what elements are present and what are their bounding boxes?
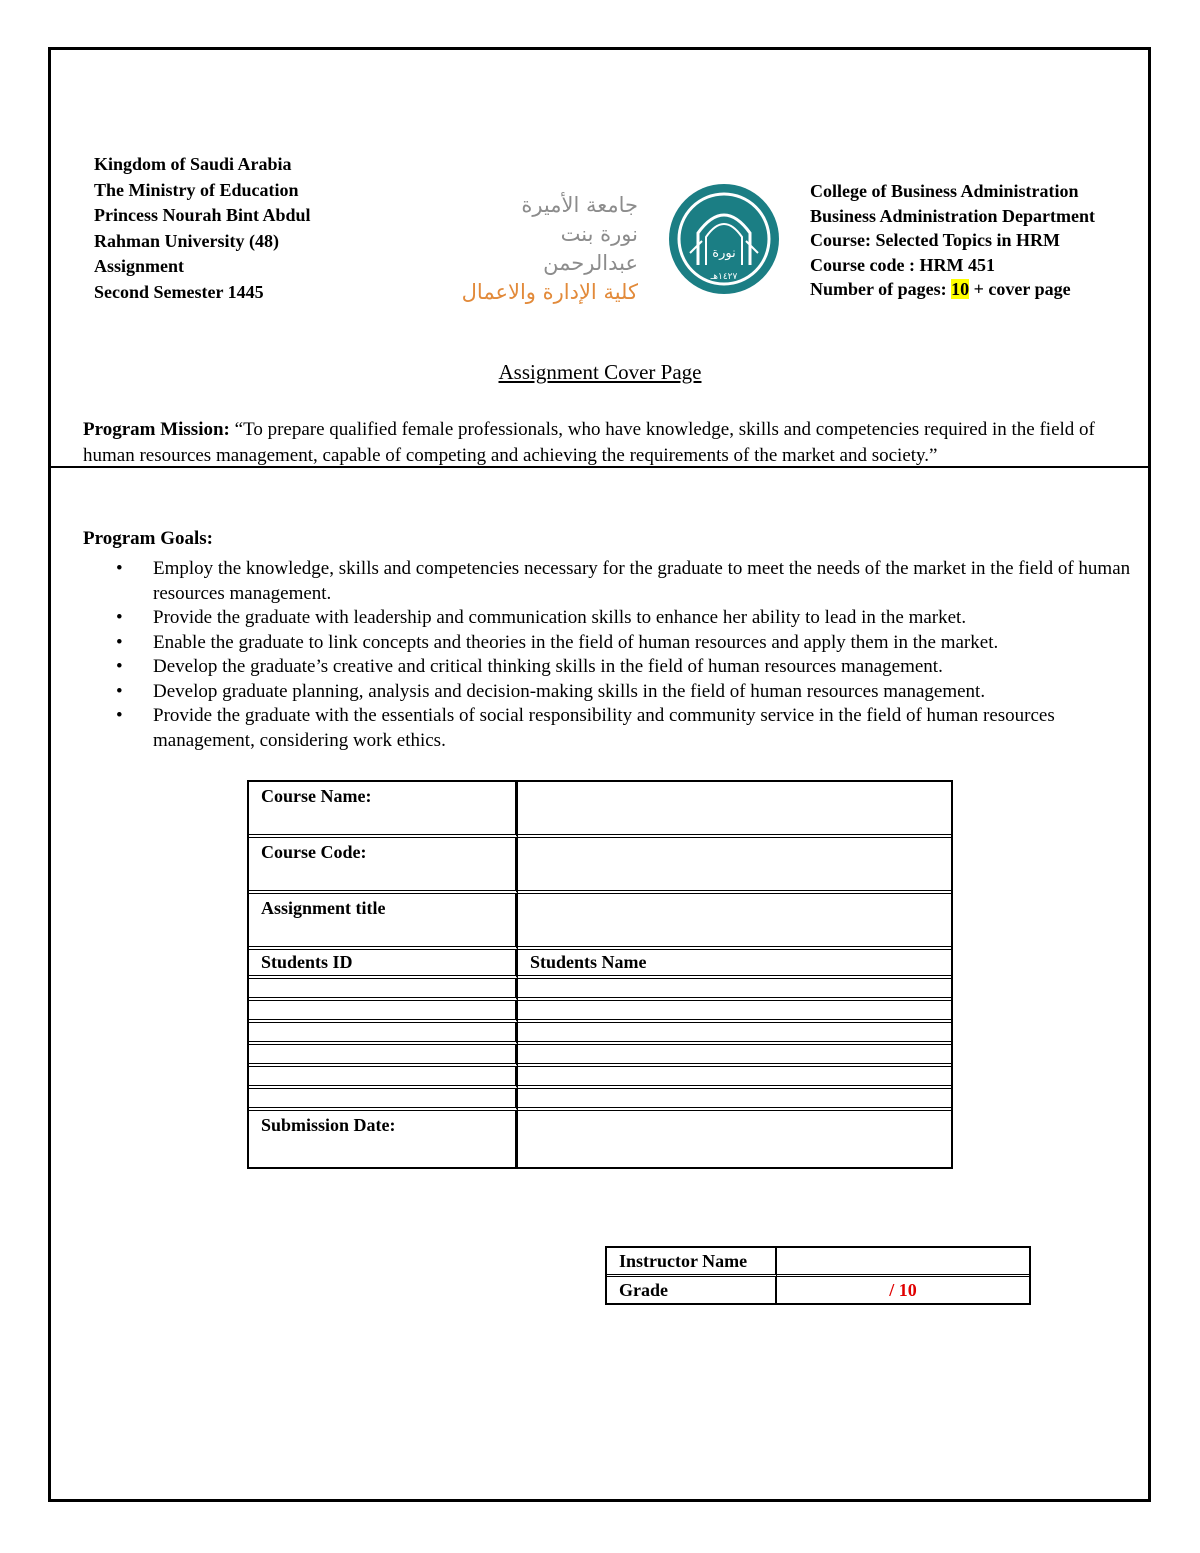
grade-label: Grade bbox=[607, 1277, 777, 1303]
goal-text: Provide the graduate with the essentials of social responsibility and community service in the field of human resources management, considering work ethics. bbox=[153, 705, 1055, 751]
department: Business Administration Department bbox=[810, 205, 1096, 226]
table-row bbox=[249, 1023, 951, 1045]
student-id-field[interactable] bbox=[249, 1001, 518, 1023]
course-name-field[interactable] bbox=[518, 782, 951, 838]
semester: Second Semester 1445 bbox=[94, 281, 264, 302]
country: Kingdom of Saudi Arabia bbox=[94, 154, 292, 174]
list-item bbox=[83, 631, 1133, 656]
goal-text: Employ the knowledge, skills and competencies necessary for the graduate to meet the needs of the market in the field of human resources management. bbox=[153, 558, 1131, 604]
table-row bbox=[249, 1089, 951, 1111]
list-item bbox=[83, 606, 1133, 631]
table-row bbox=[249, 1111, 951, 1167]
goals-list bbox=[83, 557, 1133, 753]
list-item bbox=[83, 704, 1133, 753]
list-item bbox=[83, 557, 1133, 606]
bullet-icon: • bbox=[116, 558, 123, 579]
logo-arabic-line1: جامعة الأميرة bbox=[521, 193, 638, 217]
goal-text: Develop graduate planning, analysis and decision-making skills in the field of human resources management. bbox=[153, 680, 986, 702]
student-name-field[interactable] bbox=[518, 1045, 951, 1067]
students-id-header: Students ID bbox=[249, 950, 518, 979]
grade-value[interactable]: / 10 bbox=[889, 1279, 917, 1300]
goal-text: Develop the graduate’s creative and critical thinking skills in the field of human resources management. bbox=[153, 656, 943, 677]
table-row bbox=[249, 979, 951, 1001]
university-line1: Princess Nourah Bint Abdul bbox=[94, 205, 311, 225]
bullet-icon: • bbox=[116, 705, 123, 726]
instructor-name-field[interactable] bbox=[777, 1248, 1029, 1277]
course: Course: Selected Topics in HRM bbox=[810, 230, 1060, 250]
course-code-field[interactable] bbox=[518, 838, 951, 894]
logo-arabic-line2: نورة بنت عبدالرحمن bbox=[543, 222, 638, 275]
table-row bbox=[607, 1248, 1029, 1277]
bullet-icon: • bbox=[116, 631, 123, 653]
university-line2: Rahman University (48) bbox=[94, 230, 279, 251]
page-count-suffix: + cover page bbox=[969, 279, 1071, 299]
logo-arabic-text bbox=[460, 191, 638, 307]
bullet-icon: • bbox=[116, 680, 123, 702]
logo-arabic-line3: كلية الإدارة والاعمال bbox=[461, 280, 638, 304]
student-name-field[interactable] bbox=[518, 979, 951, 1001]
course-code: Course code : HRM 451 bbox=[810, 254, 995, 275]
college: College of Business Administration bbox=[810, 181, 1079, 201]
university-logo bbox=[460, 183, 780, 304]
ministry: The Ministry of Education bbox=[94, 179, 299, 200]
assignment-title-label: Assignment title bbox=[249, 894, 518, 950]
page-title: Assignment Cover Page bbox=[498, 360, 702, 384]
goal-text: Enable the graduate to link concepts and theories in the field of human resources and apply them in the market. bbox=[153, 631, 999, 653]
university-seal-icon bbox=[668, 183, 780, 295]
grading-table bbox=[605, 1246, 1031, 1305]
instructor-name-label: Instructor Name bbox=[607, 1248, 777, 1277]
bullet-icon: • bbox=[116, 656, 123, 677]
page-count-label: Number of pages: bbox=[810, 279, 952, 299]
table-row bbox=[249, 838, 951, 894]
document-type: Assignment bbox=[94, 256, 185, 276]
seal-year: ١٤٢٧هـ bbox=[710, 272, 738, 282]
submission-date-field[interactable] bbox=[518, 1111, 951, 1167]
institution-header bbox=[94, 152, 394, 305]
table-row bbox=[249, 1067, 951, 1089]
program-mission bbox=[83, 417, 1123, 469]
course-name-label: Course Name: bbox=[249, 782, 518, 838]
assignment-info-table bbox=[247, 780, 953, 1169]
student-id-field[interactable] bbox=[249, 1045, 518, 1067]
student-id-field[interactable] bbox=[249, 979, 518, 1001]
course-header bbox=[810, 179, 1150, 302]
student-name-field[interactable] bbox=[518, 1089, 951, 1111]
page-count-value: 10 bbox=[951, 279, 970, 299]
goal-text: Provide the graduate with leadership and communication skills to enhance her ability to lead in the market. bbox=[153, 607, 967, 628]
student-id-field[interactable] bbox=[249, 1023, 518, 1045]
student-name-field[interactable] bbox=[518, 1001, 951, 1023]
mission-text: “To prepare qualified female professionals, who have knowledge, skills and competencies required in the field of human resources management, capable of competing and achieving the requirements of the market and society.” bbox=[83, 419, 1095, 466]
table-row bbox=[249, 950, 951, 979]
goals-heading: Program Goals: bbox=[83, 528, 213, 549]
table-row bbox=[249, 894, 951, 950]
list-item bbox=[83, 655, 1133, 680]
page-count bbox=[810, 277, 1150, 302]
bullet-icon: • bbox=[116, 607, 123, 628]
student-id-field[interactable] bbox=[249, 1067, 518, 1089]
table-row bbox=[249, 782, 951, 838]
student-name-field[interactable] bbox=[518, 1067, 951, 1089]
mission-label: Program Mission: bbox=[83, 419, 230, 440]
table-row bbox=[249, 1001, 951, 1023]
list-item bbox=[83, 680, 1133, 705]
table-row bbox=[249, 1045, 951, 1067]
seal-text: نورة bbox=[712, 246, 736, 261]
students-name-header: Students Name bbox=[518, 950, 951, 979]
submission-date-label: Submission Date: bbox=[249, 1111, 518, 1167]
student-id-field[interactable] bbox=[249, 1089, 518, 1111]
assignment-title-field[interactable] bbox=[518, 894, 951, 950]
course-code-label: Course Code: bbox=[249, 838, 518, 894]
table-row bbox=[607, 1277, 1029, 1303]
student-name-field[interactable] bbox=[518, 1023, 951, 1045]
